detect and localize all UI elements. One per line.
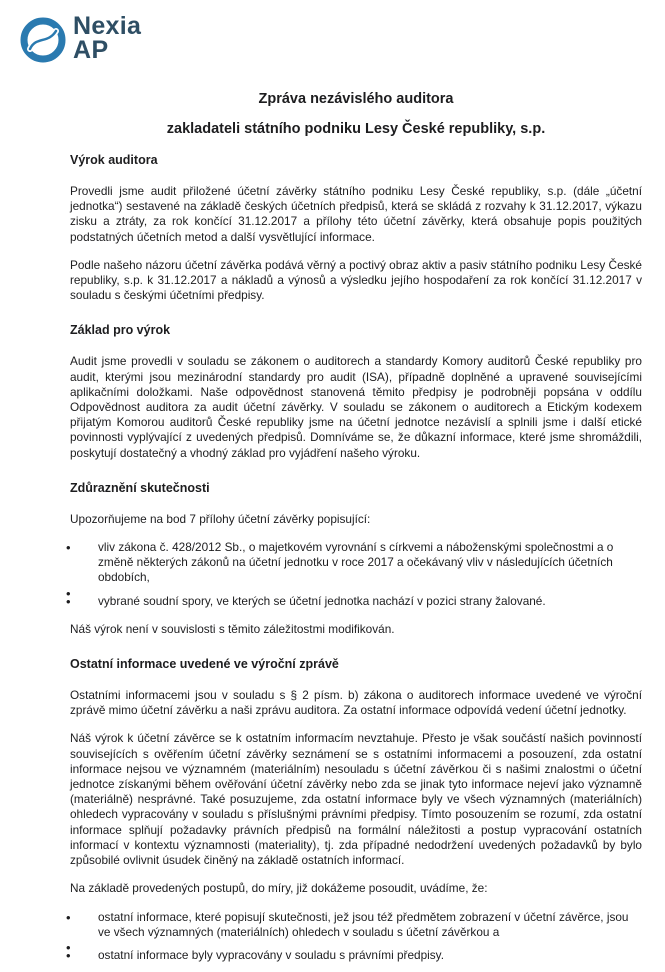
logo-text-nexia: Nexia xyxy=(73,12,142,40)
list-item: • ostatní informace byly vypracovány v souladu s právními předpisy. xyxy=(70,948,642,963)
report-body xyxy=(70,90,642,963)
heading-zduraz: Zdůraznění skutečnosti xyxy=(70,480,210,495)
paragraph-zduraz-outro: Náš výrok není v souvislosti s těmito záležitostmi modifikován. xyxy=(70,621,395,636)
paragraph-vyrok-1: Provedli jsme audit přiložené účetní závěrky státního podniku Lesy České republiky, s.p. (dále „účetní jednotka“) sestavené na základě českých účetních předpisů, která se skládá z rozvahy k 31.12.2017, výkazu zisku a ztráty, za rok končící 31.12.2017 a přílohy této účetní závěrky, která obsahuje popis použitých podstatných účetních metod a další vysvětlující informace. xyxy=(70,184,642,244)
nexia-logo-icon xyxy=(19,16,67,64)
list-item: • vybrané soudní spory, ve kterých se účetní jednotka nachází v pozici strany žalované. xyxy=(70,594,642,609)
paragraph-ostatni-1: Ostatními informacemi jsou v souladu s § 2 písm. b) zákona o auditorech informace uvedené ve výroční zprávě mimo účetní závěrku a naši zprávu auditora. Za ostatní informace odpovídá vedení účetní jednotky. xyxy=(70,688,642,718)
list-zduraz xyxy=(70,540,642,609)
paragraph-ostatni-2: Náš výrok k účetní závěrce se k ostatním informacím nevztahuje. Přesto je však součástí našich povinností souvisejících s ověřením účetní závěrky seznámení se s ostatními informacemi a posouzení, zda ostatní informace nejsou ve významném (materiálním) nesouladu s účetní závěrkou či s našimi znalostmi o účetní jednotce získanými během ověřování účetní závěrky nebo zda se jinak tyto informace nejeví jako významně (materiálně) nesprávné. Také posuzujeme, zda ostatní informace byly ve všech významných (materiálních) ohledech vypracovány v souladu s příslušnými právními předpisy. Tímto posouzením se rozumí, zda ostatní informace splňují požadavky právních předpisů na formální náležitosti a postup vypracování ostatních informací v kontextu významnosti (materiality), tj. zda případné nedodržení uvedených požadavků by bylo způsobilé ovlivnit úsudek činěný na základě ostatních informací. xyxy=(70,731,642,868)
paragraph-zduraz-intro: Upozorňujeme na bod 7 přílohy účetní závěrky popisující: xyxy=(70,511,371,526)
list-item: • vliv zákona č. 428/2012 Sb., o majetkovém vyrovnání s církvemi a náboženskými společnostmi a o změně některých zákonů na účetní jednotku v roce 2017 a očekávaný vliv v následujících účetních obdobích, xyxy=(70,540,642,586)
report-title: Zpráva nezávislého auditora xyxy=(258,91,454,107)
logo-text-ap: AP xyxy=(73,36,109,64)
report-subtitle: zakladateli státního podniku Lesy České republiky, s.p. xyxy=(166,121,546,137)
heading-ostatni: Ostatní informace uvedené ve výroční zprávě xyxy=(70,657,339,672)
paragraph-vyrok-2: Podle našeho názoru účetní závěrka podává věrný a poctivý obraz aktiv a pasiv státního podniku Lesy České republiky, s.p. k 31.12.2017 a nákladů a výnosů a výsledku jejího hospodaření za rok končící 31.12.2017 v souladu s českými účetními předpisy. xyxy=(70,257,642,303)
heading-vyrok: Výrok auditora xyxy=(70,153,158,167)
nexia-logo xyxy=(19,14,159,76)
paragraph-ostatni-3: Na základě provedených postupů, do míry, již dokážeme posoudit, uvádíme, že: xyxy=(70,881,488,896)
list-ostatni xyxy=(70,910,642,964)
paragraph-zaklad: Audit jsme provedli v souladu se zákonem o auditorech a standardy Komory auditorů České republiky pro audit, kterými jsou mezinárodní standardy pro audit (ISA), případně doplněné a upravené souvisejícími aplikačními doložkami. Naše odpovědnost stanovená těmito předpisy je podrobněji popsána v oddílu Odpovědnost auditora za audit účetní závěrky. V souladu se zákonem o auditorech a Etickým kodexem přijatým Komorou auditorů České republiky jsme na účetní jednotce nezávislí a splnili jsme i další etické povinnosti vyplývající z uvedených předpisů. Domníváme se, že důkazní informace, které jsme shromáždili, poskytují dostatečný a vhodný základ pro vyjádření našeho výroku. xyxy=(70,354,642,460)
heading-zaklad: Základ pro výrok xyxy=(70,323,171,338)
list-item: • ostatní informace, které popisují skutečnosti, jež jsou též předmětem zobrazení v účetní závěrce, jsou ve všech významných (materiálních) ohledech v souladu s účetní závěrkou a xyxy=(70,910,642,940)
